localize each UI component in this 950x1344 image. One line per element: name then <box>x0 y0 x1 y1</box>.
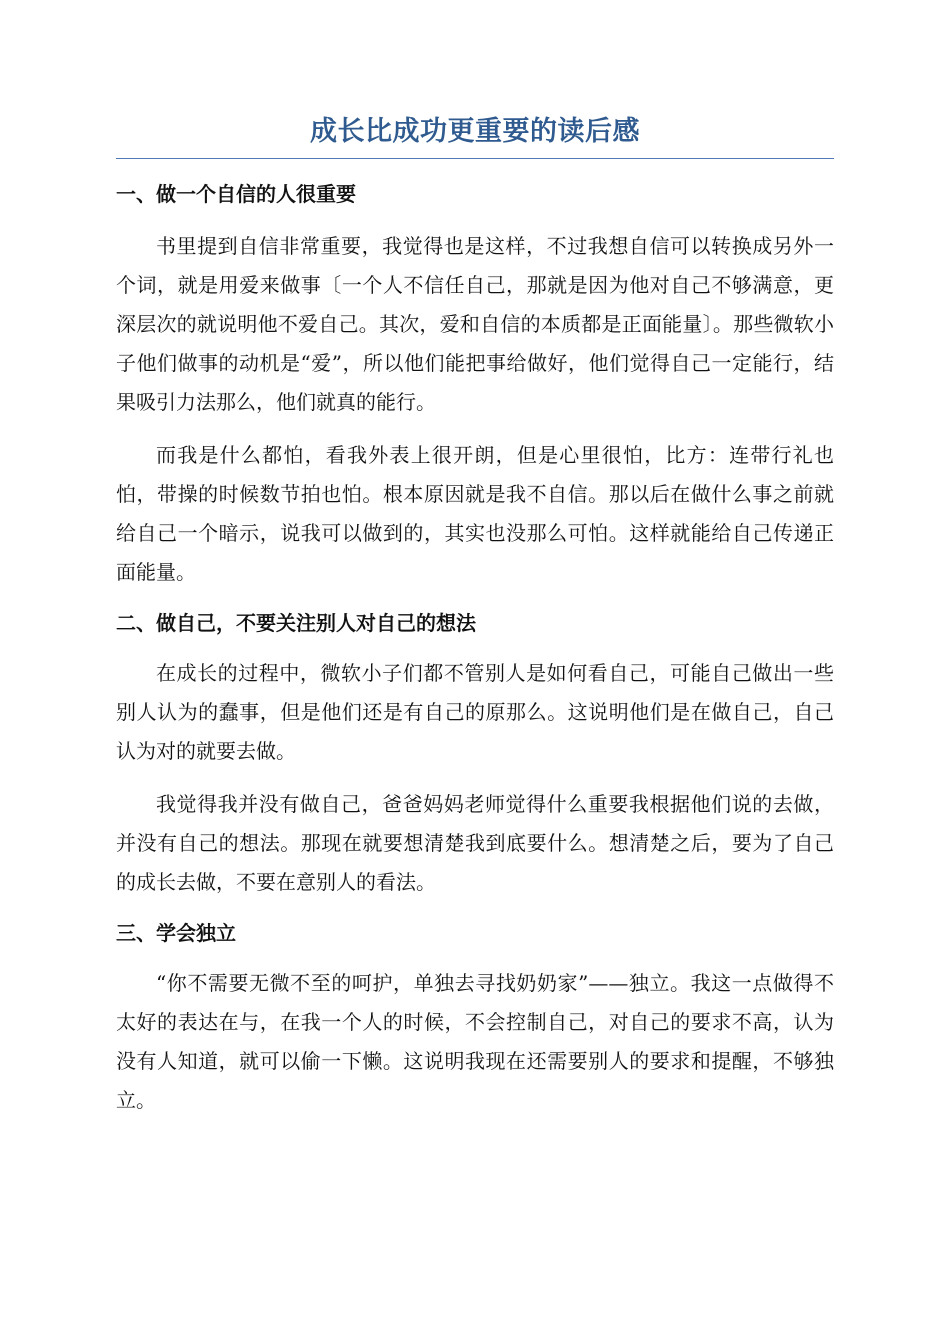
section-heading: 二、做自己，不要关注别人对自己的想法 <box>116 611 476 635</box>
body-paragraph: 书里提到自信非常重要，我觉得也是这样，不过我想自信可以转换成另外一个词，就是用爱来做事〔一个人不信任自己，那就是因为他对自己不够满意，更深层次的就说明他不爱自己。其次，爱和自信的本质都是正面能量〕。那些微软小子他们做事的动机是“爱”，所以他们能把事给做好，他们觉得自己一定能行，结果吸引力法那么，他们就真的能行。 <box>116 234 834 414</box>
section-2 <box>116 608 834 902</box>
body-paragraph: 在成长的过程中，微软小子们都不管别人是如何看自己，可能自己做出一些别人认为的蠢事，但是他们还是有自己的原那么。这说明他们是在做自己，自己认为对的就要去做。 <box>116 661 834 763</box>
body-paragraph: 而我是什么都怕，看我外表上很开朗，但是心里很怕，比方：连带行礼也怕，带操的时候数节拍也怕。根本原因就是我不自信。那以后在做什么事之前就给自己一个暗示，说我可以做到的，其实也没那么可怕。这样就能给自己传递正面能量。 <box>116 443 834 584</box>
section-1 <box>116 179 834 592</box>
body-paragraph: 我觉得我并没有做自己，爸爸妈妈老师觉得什么重要我根据他们说的去做，并没有自己的想法。那现在就要想清楚我到底要什么。想清楚之后，要为了自己的成长去做，不要在意别人的看法。 <box>116 792 834 894</box>
section-heading: 一、做一个自信的人很重要 <box>116 182 356 206</box>
section-3 <box>116 918 834 1120</box>
section-heading: 三、学会独立 <box>116 921 236 945</box>
document-title: 成长比成功更重要的读后感 <box>116 112 834 159</box>
document-page <box>116 112 834 1120</box>
body-paragraph: “你不需要无微不至的呵护，单独去寻找奶奶家”——独立。我这一点做得不太好的表达在与，在我一个人的时候，不会控制自己，对自己的要求不高，认为没有人知道，就可以偷一下懒。这说明我现在还需要别人的要求和提醒，不够独立。 <box>116 971 834 1112</box>
